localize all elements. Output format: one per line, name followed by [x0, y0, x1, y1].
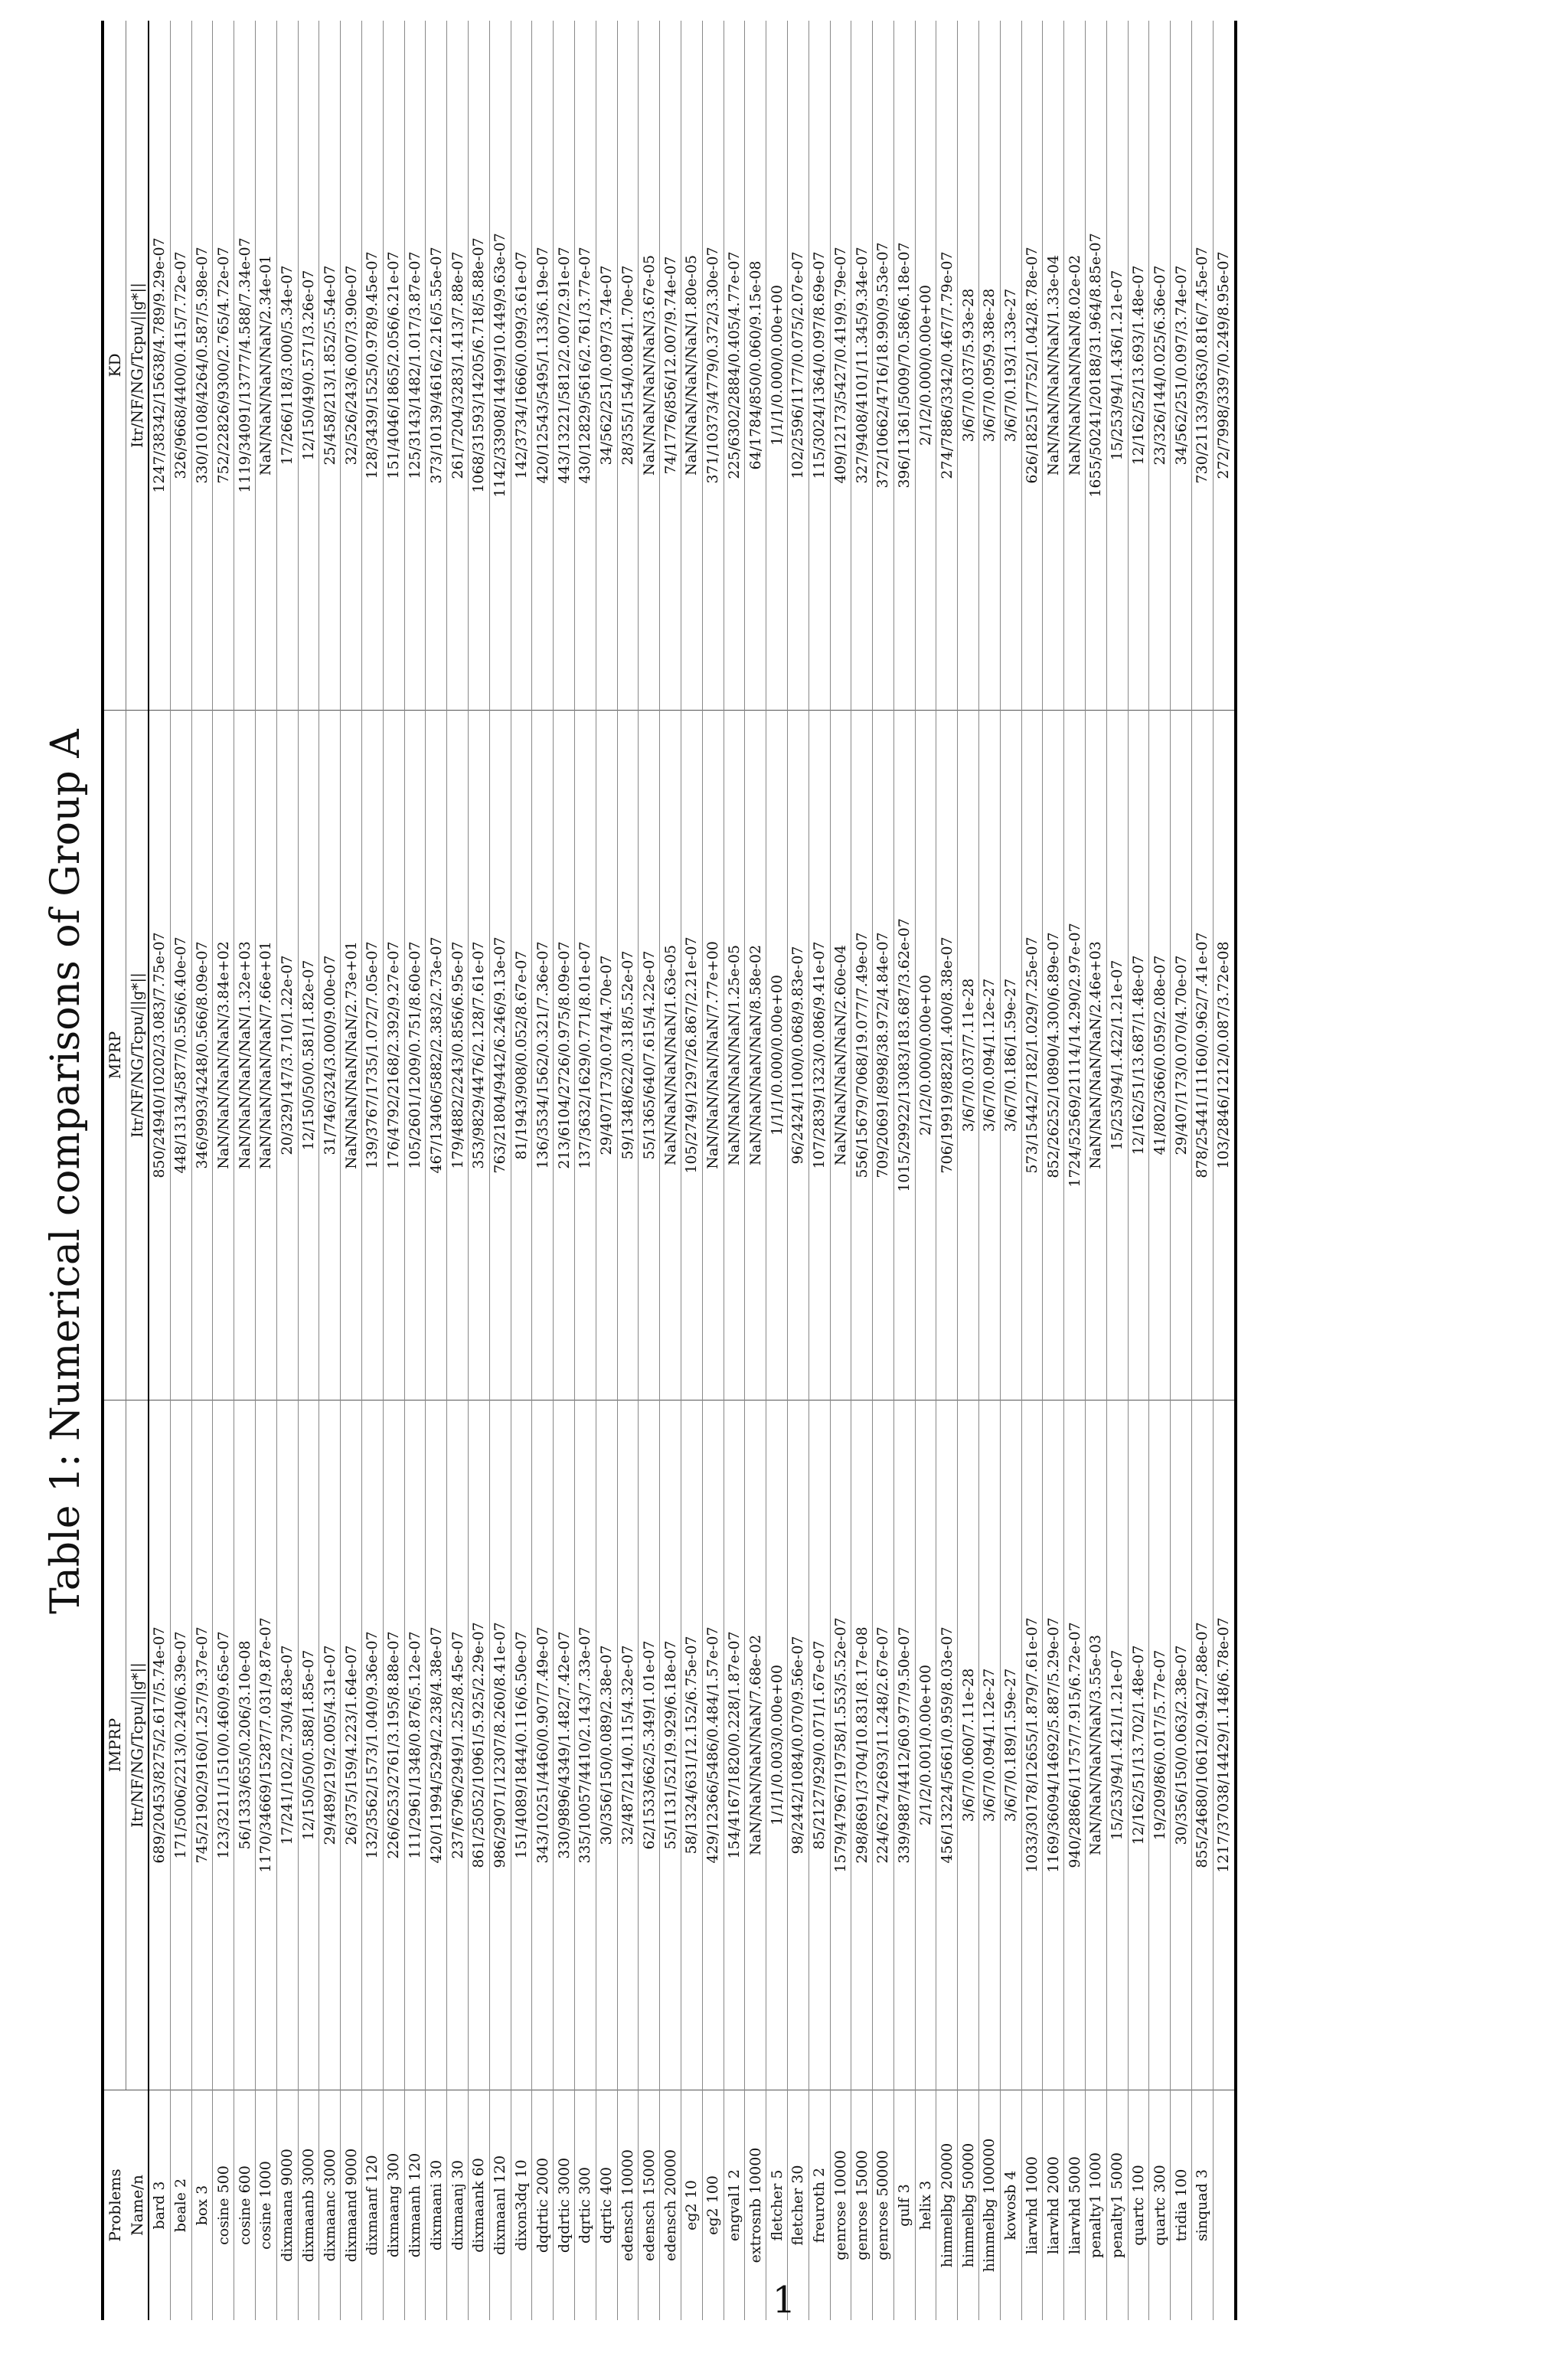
mprp-cell: 448/13134/5877/0.556/6.40e-07: [170, 711, 191, 1400]
subheader-imprp-metrics: Itr/NF/NG/Tcpu/||g*||: [126, 1400, 149, 2090]
problem-name-cell: dixmaand 9000: [341, 2090, 362, 2321]
table-row: [574, 21, 596, 2320]
mprp-cell: 3/6/7/0.094/1.12e-27: [979, 711, 1001, 1400]
problem-name-cell: box 3: [191, 2090, 213, 2321]
problem-name-cell: eg2 100: [702, 2090, 724, 2321]
kd-cell: 34/562/251/0.097/3.74e-07: [1171, 21, 1192, 711]
mprp-cell: 96/2424/1100/0.068/9.83e-07: [787, 711, 808, 1400]
table-row: [617, 21, 639, 2320]
mprp-cell: 179/4882/2243/0.856/6.95e-07: [447, 711, 469, 1400]
table-row: [1171, 21, 1192, 2320]
kd-cell: 420/12543/5495/1.133/6.19e-07: [532, 21, 554, 711]
kd-cell: 125/3143/1482/1.017/3.87e-07: [404, 21, 426, 711]
table-row: [873, 21, 894, 2320]
kd-cell: 128/3439/1525/0.978/9.45e-07: [361, 21, 383, 711]
imprp-cell: 15/253/94/1.421/1.21e-07: [1106, 1400, 1128, 2090]
table-row: [787, 21, 808, 2320]
table-row: [766, 21, 788, 2320]
mprp-cell: 59/1348/622/0.318/5.52e-07: [617, 711, 639, 1400]
imprp-cell: 456/13224/5661/0.959/8.03e-07: [936, 1400, 958, 2090]
imprp-cell: 986/29071/12307/8.260/8.41e-07: [489, 1400, 511, 2090]
mprp-cell: 107/2839/1323/0.086/9.41e-07: [808, 711, 830, 1400]
table-row: [745, 21, 766, 2320]
imprp-cell: 343/10251/4460/0.907/7.49e-07: [532, 1400, 554, 2090]
kd-cell: 730/21133/9363/0.816/7.45e-07: [1192, 21, 1214, 711]
mprp-cell: 136/3534/1562/0.321/7.36e-07: [532, 711, 554, 1400]
mprp-cell: 105/2601/1209/0.751/8.60e-07: [404, 711, 426, 1400]
imprp-cell: 98/2442/1084/0.070/9.56e-07: [787, 1400, 808, 2090]
table-row: [1149, 21, 1171, 2320]
problem-name-cell: himmelbg 20000: [936, 2090, 958, 2321]
mprp-cell: 467/13406/5882/2.383/2.73e-07: [426, 711, 447, 1400]
mprp-cell: 103/2846/1212/0.087/3.72e-08: [1213, 711, 1235, 1400]
imprp-cell: 420/11994/5294/2.238/4.38e-07: [426, 1400, 447, 2090]
imprp-cell: 56/1333/655/0.206/3.10e-08: [234, 1400, 256, 2090]
problem-name-cell: genrose 10000: [830, 2090, 851, 2321]
problem-name-cell: liarwhd 1000: [1021, 2090, 1043, 2321]
problem-name-cell: kowosb 4: [1000, 2090, 1021, 2321]
kd-cell: 74/1776/856/12.007/9.74e-07: [660, 21, 681, 711]
mprp-cell: 176/4792/2168/2.392/9.27e-07: [383, 711, 404, 1400]
mprp-cell: NaN/NaN/NaN/NaN/1.32e+03: [234, 711, 256, 1400]
kd-cell: 274/7886/3342/0.467/7.79e-07: [936, 21, 958, 711]
mprp-cell: NaN/NaN/NaN/NaN/1.63e-05: [660, 711, 681, 1400]
problem-name-cell: tridia 100: [1171, 2090, 1192, 2321]
mprp-cell: 573/15442/7182/1.029/7.25e-07: [1021, 711, 1043, 1400]
mprp-cell: NaN/NaN/NaN/NaN/2.60e-04: [830, 711, 851, 1400]
problem-name-cell: dixmaanf 120: [361, 2090, 383, 2321]
problem-name-cell: fletcher 5: [766, 2090, 788, 2321]
table-row: [404, 21, 426, 2320]
kd-cell: 752/22826/9300/2.765/4.72e-07: [213, 21, 234, 711]
page-number: 1: [772, 2279, 796, 2322]
table-row: [1086, 21, 1107, 2320]
comparison-table: [101, 21, 1237, 2320]
problem-name-cell: penalty1 5000: [1106, 2090, 1128, 2321]
imprp-cell: 224/6274/2693/11.248/2.67e-07: [873, 1400, 894, 2090]
mprp-cell: 1/1/1/0.000/0.00e+00: [766, 711, 788, 1400]
mprp-cell: 12/162/51/13.687/1.48e-07: [1128, 711, 1149, 1400]
imprp-cell: 330/9896/4349/1.482/7.42e-07: [554, 1400, 575, 2090]
mprp-cell: NaN/NaN/NaN/NaN/7.66e+01: [255, 711, 276, 1400]
mprp-cell: 81/1943/908/0.052/8.67e-07: [511, 711, 532, 1400]
table-row: [596, 21, 617, 2320]
mprp-cell: 139/3767/1735/1.072/7.05e-07: [361, 711, 383, 1400]
kd-cell: 372/10662/4716/18.990/9.53e-07: [873, 21, 894, 711]
table-row: [383, 21, 404, 2320]
table-row: [979, 21, 1001, 2320]
table-row: [851, 21, 873, 2320]
kd-cell: 225/6302/2884/0.405/4.77e-07: [724, 21, 745, 711]
problem-name-cell: liarwhd 5000: [1064, 2090, 1086, 2321]
problem-name-cell: cosine 1000: [255, 2090, 276, 2321]
kd-cell: 1655/50241/20188/31.964/8.85e-07: [1086, 21, 1107, 711]
imprp-cell: 29/489/219/2.005/4.31e-07: [319, 1400, 341, 2090]
kd-cell: 32/526/243/6.007/3.90e-07: [341, 21, 362, 711]
problem-name-cell: edensch 20000: [660, 2090, 681, 2321]
table-row: [1106, 21, 1128, 2320]
subheader-mprp-metrics: Itr/NF/NG/Tcpu/||g*||: [126, 711, 149, 1400]
table-row: [511, 21, 532, 2320]
mprp-cell: 353/9829/4476/2.128/7.61e-07: [468, 711, 489, 1400]
imprp-cell: 3/6/7/0.060/7.11e-28: [958, 1400, 979, 2090]
header-problems: Problems: [103, 2090, 126, 2321]
mprp-cell: 41/802/366/0.059/2.08e-07: [1149, 711, 1171, 1400]
mprp-cell: 137/3632/1629/0.771/8.01e-07: [574, 711, 596, 1400]
imprp-cell: 298/8691/3704/10.831/8.17e-08: [851, 1400, 873, 2090]
kd-cell: 326/9668/4400/0.415/7.72e-07: [170, 21, 191, 711]
table-row: [893, 21, 915, 2320]
imprp-cell: 861/25052/10961/5.925/2.29e-07: [468, 1400, 489, 2090]
problem-name-cell: beale 2: [170, 2090, 191, 2321]
kd-cell: 1068/31593/14205/6.718/5.88e-07: [468, 21, 489, 711]
problem-name-cell: freuroth 2: [808, 2090, 830, 2321]
mprp-cell: 3/6/7/0.186/1.59e-27: [1000, 711, 1021, 1400]
kd-cell: NaN/NaN/NaN/NaN/2.34e-01: [255, 21, 276, 711]
imprp-cell: 132/3562/1573/1.040/9.36e-07: [361, 1400, 383, 2090]
problem-name-cell: dixmaang 300: [383, 2090, 404, 2321]
kd-cell: NaN/NaN/NaN/NaN/3.67e-05: [639, 21, 660, 711]
mprp-cell: NaN/NaN/NaN/NaN/3.84e+02: [213, 711, 234, 1400]
kd-cell: 371/10373/4779/0.372/3.30e-07: [702, 21, 724, 711]
mprp-cell: 3/6/7/0.037/7.11e-28: [958, 711, 979, 1400]
imprp-cell: 745/21902/9160/1.257/9.37e-07: [191, 1400, 213, 2090]
table-row: [255, 21, 276, 2320]
table-row: [915, 21, 936, 2320]
kd-cell: 28/355/154/0.084/1.70e-07: [617, 21, 639, 711]
problem-name-cell: bard 3: [149, 2090, 170, 2321]
imprp-cell: 30/356/150/0.063/2.38e-07: [1171, 1400, 1192, 2090]
problem-name-cell: edensch 10000: [617, 2090, 639, 2321]
table-row: [532, 21, 554, 2320]
table-row: [149, 21, 170, 2320]
table-row: [489, 21, 511, 2320]
header-kd: KD: [103, 21, 126, 711]
table-row: [660, 21, 681, 2320]
mprp-cell: 850/24940/10202/3.083/7.75e-07: [149, 711, 170, 1400]
imprp-cell: 17/241/102/2.730/4.83e-07: [276, 1400, 298, 2090]
imprp-cell: 55/1131/521/9.929/6.18e-07: [660, 1400, 681, 2090]
imprp-cell: 19/209/86/0.017/5.77e-07: [1149, 1400, 1171, 2090]
mprp-cell: 105/2749/1297/26.867/2.21e-07: [681, 711, 702, 1400]
problem-name-cell: engval1 2: [724, 2090, 745, 2321]
mprp-cell: 1724/52569/21114/14.290/2.97e-07: [1064, 711, 1086, 1400]
problem-name-cell: dixmaanc 3000: [319, 2090, 341, 2321]
mprp-cell: 556/15679/7068/19.077/7.49e-07: [851, 711, 873, 1400]
table-row: [724, 21, 745, 2320]
table-row: [234, 21, 256, 2320]
imprp-cell: 12/162/51/13.702/1.48e-07: [1128, 1400, 1149, 2090]
table-row: [830, 21, 851, 2320]
imprp-cell: 171/5006/2213/0.240/6.39e-07: [170, 1400, 191, 2090]
mprp-cell: 29/407/173/0.074/4.70e-07: [596, 711, 617, 1400]
kd-cell: 115/3024/1364/0.097/8.69e-07: [808, 21, 830, 711]
table-row: [298, 21, 319, 2320]
table-row: [958, 21, 979, 2320]
problem-name-cell: fletcher 30: [787, 2090, 808, 2321]
imprp-cell: 1/1/1/0.003/0.00e+00: [766, 1400, 788, 2090]
table-row: [1043, 21, 1064, 2320]
table-row: [1192, 21, 1214, 2320]
imprp-cell: 154/4167/1820/0.228/1.87e-07: [724, 1400, 745, 2090]
mprp-cell: 213/6104/2726/0.975/8.09e-07: [554, 711, 575, 1400]
imprp-cell: 1170/34669/15287/7.031/9.87e-07: [255, 1400, 276, 2090]
kd-cell: 3/6/7/0.037/5.93e-28: [958, 21, 979, 711]
mprp-cell: 20/329/147/3.710/1.22e-07: [276, 711, 298, 1400]
table-row: [808, 21, 830, 2320]
imprp-cell: 111/2961/1348/0.876/5.12e-07: [404, 1400, 426, 2090]
mprp-cell: 15/253/94/1.422/1.21e-07: [1106, 711, 1128, 1400]
problem-name-cell: edensch 15000: [639, 2090, 660, 2321]
kd-cell: 15/253/94/1.436/1.21e-07: [1106, 21, 1128, 711]
kd-cell: NaN/NaN/NaN/NaN/1.80e-05: [681, 21, 702, 711]
mprp-cell: NaN/NaN/NaN/NaN/7.77e+00: [702, 711, 724, 1400]
subheader-name: Name/n: [126, 2090, 149, 2321]
problem-name-cell: dixmaanj 30: [447, 2090, 469, 2321]
mprp-cell: 29/407/173/0.070/4.70e-07: [1171, 711, 1192, 1400]
table-row: [1213, 21, 1235, 2320]
imprp-cell: NaN/NaN/NaN/NaN/7.68e-02: [745, 1400, 766, 2090]
table-row: [702, 21, 724, 2320]
mprp-cell: NaN/NaN/NaN/NaN/2.46e+03: [1086, 711, 1107, 1400]
kd-cell: 396/11361/5009/70.586/6.18e-07: [893, 21, 915, 711]
problem-name-cell: dqrtic 400: [596, 2090, 617, 2321]
mprp-cell: 706/19919/8828/1.400/8.38e-07: [936, 711, 958, 1400]
imprp-cell: 58/1324/631/12.152/6.75e-07: [681, 1400, 702, 2090]
mprp-cell: 878/25441/11160/0.962/7.41e-07: [1192, 711, 1214, 1400]
problem-name-cell: cosine 500: [213, 2090, 234, 2321]
table-row: [681, 21, 702, 2320]
table-row: [319, 21, 341, 2320]
kd-cell: NaN/NaN/NaN/NaN/1.33e-04: [1043, 21, 1064, 711]
kd-cell: 151/4046/1865/2.056/6.21e-07: [383, 21, 404, 711]
kd-cell: 1/1/1/0.000/0.00e+00: [766, 21, 788, 711]
imprp-cell: 3/6/7/0.189/1.59e-27: [1000, 1400, 1021, 2090]
imprp-cell: 226/6253/2761/3.195/8.88e-07: [383, 1400, 404, 2090]
problem-name-cell: dixmaank 60: [468, 2090, 489, 2321]
kd-cell: 23/326/144/0.025/6.36e-07: [1149, 21, 1171, 711]
imprp-cell: 689/20453/8275/2.617/5.74e-07: [149, 1400, 170, 2090]
imprp-cell: 26/375/159/4.223/1.64e-07: [341, 1400, 362, 2090]
table-row: [447, 21, 469, 2320]
table-row: [341, 21, 362, 2320]
mprp-cell: 1015/29922/13083/183.687/3.62e-07: [893, 711, 915, 1400]
sub-header-row: [126, 21, 149, 2320]
kd-cell: 443/13221/5812/2.007/2.91e-07: [554, 21, 575, 711]
table-row: [468, 21, 489, 2320]
imprp-cell: 1033/30178/12655/1.879/7.61e-07: [1021, 1400, 1043, 2090]
kd-cell: 272/7998/3397/0.249/8.95e-07: [1213, 21, 1235, 711]
kd-cell: 3/6/7/0.095/9.38e-28: [979, 21, 1001, 711]
kd-cell: 142/3734/1666/0.099/3.61e-07: [511, 21, 532, 711]
mprp-cell: 55/1365/640/7.615/4.22e-07: [639, 711, 660, 1400]
kd-cell: 34/562/251/0.097/3.74e-07: [596, 21, 617, 711]
imprp-cell: 339/9887/4412/60.977/9.50e-07: [893, 1400, 915, 2090]
table-row: [936, 21, 958, 2320]
table-row: [1064, 21, 1086, 2320]
mprp-cell: 2/1/2/0.000/0.00e+00: [915, 711, 936, 1400]
kd-cell: 102/2596/1177/0.075/2.07e-07: [787, 21, 808, 711]
imprp-cell: 855/24680/10612/0.942/7.88e-07: [1192, 1400, 1214, 2090]
problem-name-cell: genrose 50000: [873, 2090, 894, 2321]
kd-cell: 330/10108/4264/0.587/5.98e-07: [191, 21, 213, 711]
mprp-cell: NaN/NaN/NaN/NaN/8.58e-02: [745, 711, 766, 1400]
problem-name-cell: dixmaanh 120: [404, 2090, 426, 2321]
problem-name-cell: dqdrtic 3000: [554, 2090, 575, 2321]
problem-name-cell: gulf 3: [893, 2090, 915, 2321]
mprp-cell: 31/746/324/3.000/9.00e-07: [319, 711, 341, 1400]
problem-name-cell: liarwhd 2000: [1043, 2090, 1064, 2321]
mprp-cell: 852/26252/10890/4.300/6.89e-07: [1043, 711, 1064, 1400]
kd-cell: 327/9408/4101/11.345/9.34e-07: [851, 21, 873, 711]
problem-name-cell: dixon3dq 10: [511, 2090, 532, 2321]
imprp-cell: 2/1/2/0.001/0.00e+00: [915, 1400, 936, 2090]
kd-cell: 3/6/7/0.193/1.33e-27: [1000, 21, 1021, 711]
imprp-cell: 1579/47967/19758/1.553/5.52e-07: [830, 1400, 851, 2090]
problem-name-cell: genrose 15000: [851, 2090, 873, 2321]
imprp-cell: 1169/36094/14692/5.887/5.29e-07: [1043, 1400, 1064, 2090]
kd-cell: 17/266/118/3.000/5.34e-07: [276, 21, 298, 711]
table-title: Table 1: Numerical comparisons of Group A: [43, 729, 89, 1614]
imprp-cell: 3/6/7/0.094/1.12e-27: [979, 1400, 1001, 2090]
problem-name-cell: helix 3: [915, 2090, 936, 2321]
kd-cell: 261/7204/3283/1.413/7.88e-07: [447, 21, 469, 711]
imprp-cell: 12/150/50/0.588/1.85e-07: [298, 1400, 319, 2090]
table-row: [170, 21, 191, 2320]
table-row: [1021, 21, 1043, 2320]
table-row: [554, 21, 575, 2320]
mprp-cell: 709/20691/8998/38.972/4.84e-07: [873, 711, 894, 1400]
mprp-cell: 346/9993/4248/0.566/8.09e-07: [191, 711, 213, 1400]
kd-cell: 1119/34091/13777/4.588/7.34e-07: [234, 21, 256, 711]
kd-cell: 1247/38342/15638/4.789/9.29e-07: [149, 21, 170, 711]
kd-cell: NaN/NaN/NaN/NaN/8.02e-02: [1064, 21, 1086, 711]
kd-cell: 12/150/49/0.571/3.26e-07: [298, 21, 319, 711]
table-row: [276, 21, 298, 2320]
kd-cell: 626/18251/7752/1.042/8.78e-07: [1021, 21, 1043, 711]
imprp-cell: 335/10057/4410/2.143/7.33e-07: [574, 1400, 596, 2090]
kd-cell: 409/12173/5427/0.419/9.79e-07: [830, 21, 851, 711]
imprp-cell: 237/6796/2949/1.252/8.45e-07: [447, 1400, 469, 2090]
imprp-cell: 62/1533/662/5.349/1.01e-07: [639, 1400, 660, 2090]
table-row: [1128, 21, 1149, 2320]
imprp-cell: NaN/NaN/NaN/NaN/3.55e-03: [1086, 1400, 1107, 2090]
problem-name-cell: dixmaani 30: [426, 2090, 447, 2321]
problem-name-cell: eg2 10: [681, 2090, 702, 2321]
kd-cell: 2/1/2/0.000/0.00e+00: [915, 21, 936, 711]
table-row: [361, 21, 383, 2320]
table-row: [639, 21, 660, 2320]
kd-cell: 12/162/52/13.693/1.48e-07: [1128, 21, 1149, 711]
imprp-cell: 429/12366/5486/0.484/1.57e-07: [702, 1400, 724, 2090]
imprp-cell: 940/28866/11757/7.915/6.72e-07: [1064, 1400, 1086, 2090]
mprp-cell: NaN/NaN/NaN/NaN/2.73e+01: [341, 711, 362, 1400]
problem-name-cell: quartc 100: [1128, 2090, 1149, 2321]
problem-name-cell: extrosnb 10000: [745, 2090, 766, 2321]
problem-name-cell: penalty1 1000: [1086, 2090, 1107, 2321]
problem-name-cell: quartc 300: [1149, 2090, 1171, 2321]
kd-cell: 25/458/213/1.852/5.54e-07: [319, 21, 341, 711]
problem-name-cell: dixmaana 9000: [276, 2090, 298, 2321]
header-imprp: IMPRP: [103, 1400, 126, 2090]
kd-cell: 1142/33908/14499/10.449/9.63e-07: [489, 21, 511, 711]
imprp-cell: 85/2127/929/0.071/1.67e-07: [808, 1400, 830, 2090]
imprp-cell: 30/356/150/0.089/2.38e-07: [596, 1400, 617, 2090]
subheader-kd-metrics: Itr/NF/NG/Tcpu/||g*||: [126, 21, 149, 711]
problem-name-cell: sinquad 3: [1192, 2090, 1214, 2321]
group-header-row: [103, 21, 126, 2320]
problem-name-cell: dqdrtic 2000: [532, 2090, 554, 2321]
problem-name-cell: dixmaanb 3000: [298, 2090, 319, 2321]
table-body: [149, 21, 1236, 2320]
imprp-cell: 151/4089/1844/0.116/6.50e-07: [511, 1400, 532, 2090]
kd-cell: 430/12829/5616/2.761/3.77e-07: [574, 21, 596, 711]
table-row: [426, 21, 447, 2320]
kd-cell: 373/10139/4616/2.216/5.55e-07: [426, 21, 447, 711]
problem-name-cell: himmelbg 100000: [979, 2090, 1001, 2321]
table-row: [191, 21, 213, 2320]
table-row: [1000, 21, 1021, 2320]
header-mprp: MPRP: [103, 711, 126, 1400]
problem-name-cell: dqrtic 300: [574, 2090, 596, 2321]
mprp-cell: 763/21804/9442/6.246/9.13e-07: [489, 711, 511, 1400]
imprp-cell: 32/487/214/0.115/4.32e-07: [617, 1400, 639, 2090]
kd-cell: 64/1784/850/0.060/9.15e-08: [745, 21, 766, 711]
imprp-cell: 123/3211/1510/0.460/9.65e-07: [213, 1400, 234, 2090]
problem-name-cell: cosine 600: [234, 2090, 256, 2321]
problem-name-cell: himmelbg 50000: [958, 2090, 979, 2321]
mprp-cell: NaN/NaN/NaN/NaN/1.25e-05: [724, 711, 745, 1400]
rotated-table-page: [31, 23, 1485, 2320]
mprp-cell: 12/150/50/0.581/1.82e-07: [298, 711, 319, 1400]
table-row: [213, 21, 234, 2320]
problem-name-cell: dixmaanl 120: [489, 2090, 511, 2321]
imprp-cell: 1217/37038/14429/1.148/6.78e-07: [1213, 1400, 1235, 2090]
